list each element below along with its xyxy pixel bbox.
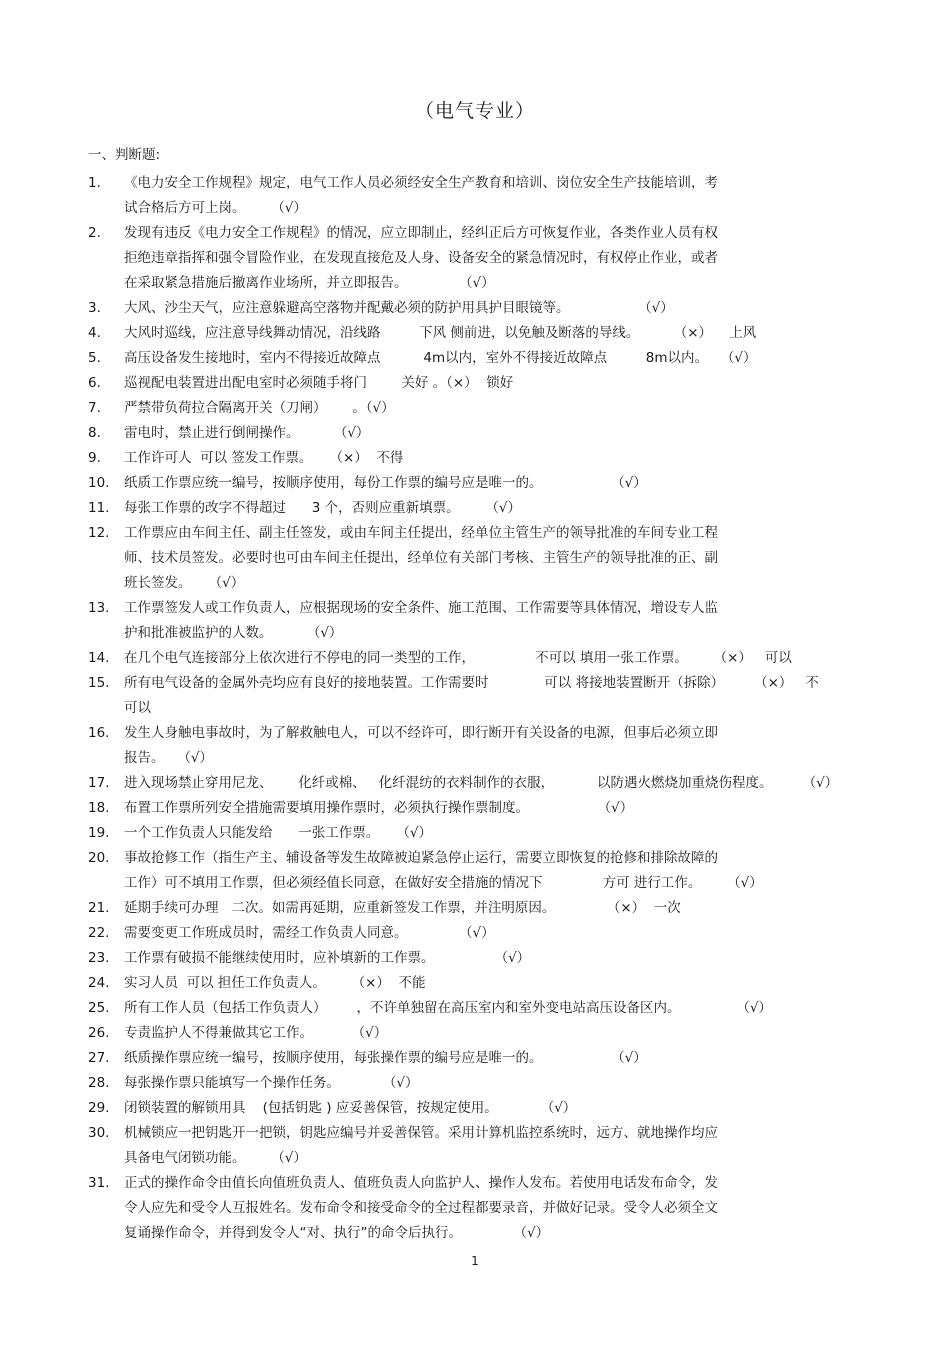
item-text-line: 需要变更工作班成员时，需经工作负责人同意。 （√）	[124, 925, 495, 941]
list-item	[88, 1046, 868, 1071]
list-item	[88, 1096, 868, 1121]
item-text-line: 发生人身触电事故时，为了解救触电人，可以不经许可，即行断开有关设备的电源，但事后必须立即	[124, 725, 718, 741]
list-item	[88, 771, 868, 796]
list-item	[88, 1021, 868, 1046]
list-item	[88, 1121, 868, 1171]
item-text-line: 令人应先和受令人互报姓名。发布命令和接受命令的全过程都要录音，并做好记录。受令人必须全文	[124, 1200, 718, 1216]
list-item	[88, 821, 868, 846]
item-number: 28.	[88, 1075, 110, 1091]
item-number: 5.	[88, 350, 101, 366]
item-text-line: 在几个电气连接部分上依次进行不停电的同一类型的工作， 不可以 填用一张工作票。 （×） 可以	[124, 650, 792, 666]
item-text-line: 纸质操作票应统一编号，按顺序使用，每张操作票的编号应是唯一的。 （√）	[124, 1050, 647, 1066]
list-item	[88, 421, 868, 446]
item-number: 15.	[88, 675, 110, 691]
item-text-line: 专责监护人不得兼做其它工作。 （√）	[124, 1025, 388, 1041]
item-text-line: 严禁带负荷拉合隔离开关（刀闸） 。（√）	[124, 400, 395, 416]
item-text-line: 布置工作票所列安全措施需要填用操作票时，必须执行操作票制度。 （√）	[124, 800, 634, 816]
item-text-line: 报告。 （√）	[124, 750, 213, 766]
list-item	[88, 971, 868, 996]
item-number: 3.	[88, 300, 101, 316]
item-number: 9.	[88, 450, 101, 466]
item-text-line: 班长签发。 （√）	[124, 575, 245, 591]
item-number: 1.	[88, 175, 101, 191]
item-number: 16.	[88, 725, 110, 741]
item-text-line: 事故抢修工作（指生产主、辅设备等发生故障被迫紧急停止运行，需要立即恢复的抢修和排除故障的	[124, 850, 718, 866]
item-text-line: 大风、沙尘天气，应注意躲避高空落物并配戴必须的防护用具护目眼镜等。 （√）	[124, 300, 674, 316]
item-number: 30.	[88, 1125, 110, 1141]
item-number: 29.	[88, 1100, 110, 1116]
item-number: 10.	[88, 475, 110, 491]
list-item	[88, 596, 868, 646]
list-item	[88, 1071, 868, 1096]
list-item	[88, 221, 868, 296]
item-number: 11.	[88, 500, 110, 516]
item-text-line: 可以	[124, 700, 151, 716]
list-item	[88, 396, 868, 421]
item-text-line: 《电力安全工作规程》规定，电气工作人员必须经安全生产教育和培训、岗位安全生产技能培训，考	[124, 175, 718, 191]
item-number: 22.	[88, 925, 110, 941]
item-text-line: 工作票有破损不能继续使用时，应补填新的工作票。 （√）	[124, 950, 531, 966]
item-number: 7.	[88, 400, 101, 416]
item-number: 19.	[88, 825, 110, 841]
item-text-line: 闭锁装置的解锁用具 (包括钥匙 ) 应妥善保管，按规定使用。 （√）	[124, 1100, 577, 1116]
item-number: 25.	[88, 1000, 110, 1016]
item-text-line: 具备电气闭锁功能。 （√）	[124, 1150, 307, 1166]
item-text-line: 工作）可不填用工作票，但必须经值长同意，在做好安全措施的情况下 方可 进行工作。 （√）	[124, 875, 763, 891]
item-text-line: 大风时巡线，应注意导线舞动情况，沿线路 下风 侧前进，以免触及断落的导线。 （×） 上风	[124, 325, 757, 341]
list-item	[88, 471, 868, 496]
list-item	[88, 846, 868, 896]
item-text-line: 工作许可人 可以 签发工作票。 （×） 不得	[124, 450, 404, 466]
item-number: 27.	[88, 1050, 110, 1066]
list-item	[88, 996, 868, 1021]
list-item	[88, 371, 868, 396]
item-text-line: 每张工作票的改字不得超过 3 个，否则应重新填票。 （√）	[124, 500, 521, 516]
item-number: 20.	[88, 850, 110, 866]
item-text-line: 巡视配电装置进出配电室时必须随手将门 关好 。（×） 锁好	[124, 375, 514, 391]
item-number: 23.	[88, 950, 110, 966]
item-number: 26.	[88, 1025, 110, 1041]
item-text-line: 高压设备发生接地时，室内不得接近故障点 4m以内，室外不得接近故障点 8m以内。 （√）	[124, 350, 757, 366]
item-text-line: 所有电气设备的金属外壳均应有良好的接地装置。工作需要时 可以 将接地装置断开（拆除） （×） 不	[124, 675, 819, 691]
list-item	[88, 671, 868, 721]
list-item	[88, 921, 868, 946]
item-number: 21.	[88, 900, 110, 916]
item-number: 13.	[88, 600, 110, 616]
item-number: 18.	[88, 800, 110, 816]
list-item	[88, 721, 868, 771]
item-text-line: 一个工作负责人只能发给 一张工作票。 （√）	[124, 825, 433, 841]
list-item	[88, 946, 868, 971]
item-text-line: 复诵操作命令，并得到发令人“对、执行”的命令后执行。 （√）	[124, 1225, 550, 1241]
item-text-line: 护和批准被监护的人数。 （√）	[124, 625, 343, 641]
item-number: 31.	[88, 1175, 110, 1191]
item-text-line: 发现有违反《电力安全工作规程》的情况，应立即制止，经纠正后方可恢复作业，各类作业人员有权	[124, 225, 718, 241]
item-text-line: 工作票签发人或工作负责人，应根据现场的安全条件、施工范围、工作需要等具体情况，增设专人监	[124, 600, 718, 616]
list-item	[88, 346, 868, 371]
section-heading: 一、判断题:	[88, 147, 161, 163]
item-text-line: 纸质工作票应统一编号，按顺序使用，每份工作票的编号应是唯一的。 （√）	[124, 475, 647, 491]
list-item	[88, 896, 868, 921]
item-number: 4.	[88, 325, 101, 341]
item-number: 6.	[88, 375, 101, 391]
list-item	[88, 796, 868, 821]
item-text-line: 拒绝违章指挥和强令冒险作业，在发现直接危及人身、设备安全的紧急情况时，有权停止作业，或者	[124, 250, 718, 266]
list-item	[88, 296, 868, 321]
list-item	[88, 171, 868, 221]
question-list	[88, 171, 868, 1246]
item-number: 17.	[88, 775, 110, 791]
item-number: 2.	[88, 225, 101, 241]
item-number: 8.	[88, 425, 101, 441]
list-item	[88, 646, 868, 671]
item-text-line: 进入现场禁止穿用尼龙、 化纤或棉、 化纤混纺的衣料制作的衣服， 以防遇火燃烧加重烧伤程度。 （√）	[124, 775, 839, 791]
item-number: 14.	[88, 650, 110, 666]
item-text-line: 实习人员 可以 担任工作负责人。 （×） 不能	[124, 975, 426, 991]
list-item	[88, 521, 868, 596]
page-number: 1	[471, 1254, 479, 1268]
item-text-line: 机械锁应一把钥匙开一把锁，钥匙应编号并妥善保管。采用计算机监控系统时，远方、就地操作均应	[124, 1125, 718, 1141]
item-number: 24.	[88, 975, 110, 991]
list-item	[88, 446, 868, 471]
item-text-line: 试合格后方可上岗。 （√）	[124, 200, 307, 216]
list-item	[88, 321, 868, 346]
item-text-line: 所有工作人员（包括工作负责人） ，不许单独留在高压室内和室外变电站高压设备区内。 （√）	[124, 1000, 772, 1016]
list-item	[88, 1171, 868, 1246]
item-text-line: 延期手续可办理 二次。如需再延期，应重新签发工作票，并注明原因。 （×） 一次	[124, 900, 681, 916]
item-text-line: 雷电时，禁止进行倒闸操作。 （√）	[124, 425, 370, 441]
item-number: 12.	[88, 525, 110, 541]
item-text-line: 每张操作票只能填写一个操作任务。 （√）	[124, 1075, 419, 1091]
list-item	[88, 496, 868, 521]
item-text-line: 工作票应由车间主任、副主任签发，或由车间主任提出，经单位主管生产的领导批准的车间专业工程	[124, 525, 718, 541]
item-text-line: 师、技术员签发。必要时也可由车间主任提出，经单位有关部门考核、主管生产的领导批准的正、副	[124, 550, 718, 566]
item-text-line: 在采取紧急措施后撤离作业场所，并立即报告。 （√）	[124, 275, 495, 291]
page-title: （电气专业）	[414, 100, 535, 122]
item-text-line: 正式的操作命令由值长向值班负责人、值班负责人向监护人、操作人发布。若使用电话发布命令，发	[124, 1175, 718, 1191]
